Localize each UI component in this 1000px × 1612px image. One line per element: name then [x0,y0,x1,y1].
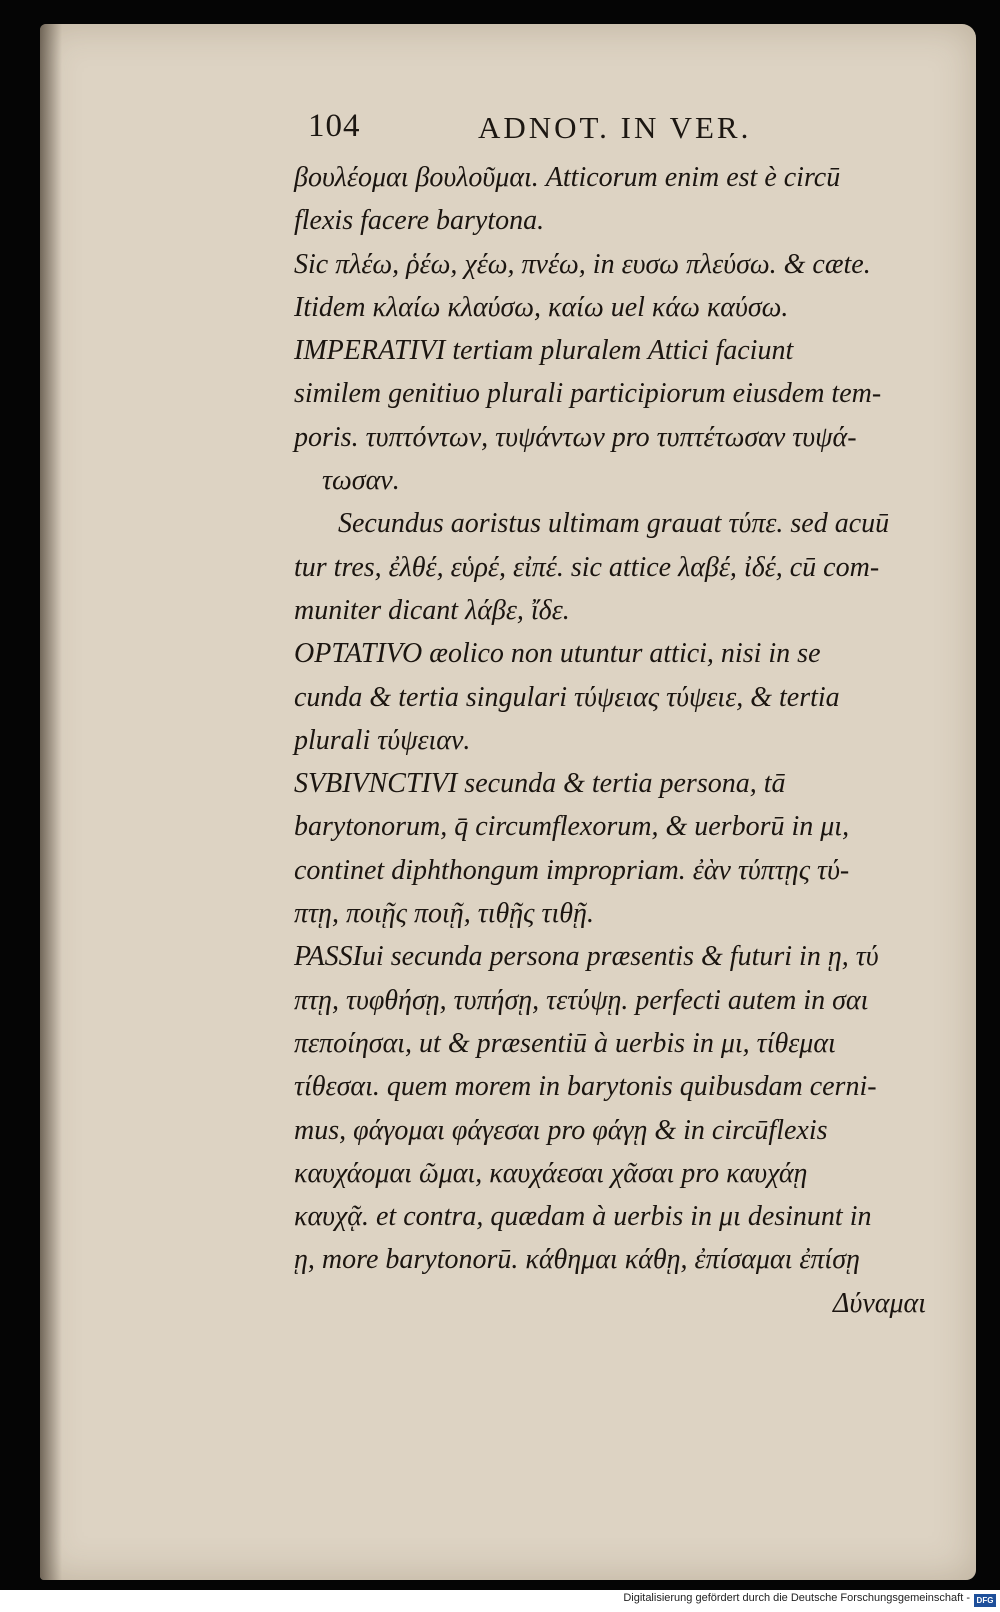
text-line: SVBIVNCTIVI secunda & tertia persona, tā [294,768,786,800]
text-line: πεποίησαι, ut & præsentiū à uerbis in μι, τίθεμαι [294,1027,836,1059]
catchword: Δύναμαι [833,1287,926,1319]
text-line: Itidem κλαίω κλαύσω, καίω uel κάω καύσω. [294,291,789,323]
text-line: poris. τυπτόντων, τυψάντων pro τυπτέτωσαν τυψά- [294,421,857,453]
text-line: καυχᾷ. et contra, quædam à uerbis in μι desinunt in [294,1201,872,1233]
text-line: mus, φάγομαι φάγεσαι pro φάγῃ & in circūflexis [294,1114,828,1146]
running-head: ADNOT. IN VER. [478,110,752,145]
text-line: βουλέομαι βουλοῦμαι. Atticorum enim est è circū [294,162,841,193]
text-line: plurali τύψειαν. [294,724,471,756]
text-line: PASSIui secunda persona præsentis & futuri in ῃ, τύ [294,941,879,973]
text-line: flexis facere barytona. [294,205,545,237]
text-line: πτῃ, ποιῇς ποιῇ, τιθῇς τιθῇ. [294,898,594,930]
body-text [294,156,944,1325]
text-line: ῃ, more barytonorū. κάθημαι κάθῃ, ἐπίσαμαι ἐπίσῃ [294,1244,860,1276]
text-line: cunda & tertia singulari τύψειας τύψειε, & tertia [294,681,840,713]
page-number: 104 [308,108,361,144]
text-line: τωσαν. [322,465,400,497]
text-line: Secundus aoristus ultimam grauat τύπε. sed acuū [338,508,890,540]
text-line: καυχάομαι ῶμαι, καυχάεσαι χᾶσαι pro καυχάῃ [294,1157,808,1189]
text-line: tur tres, ἐλθέ, εὑρέ, εἰπέ. sic attice λαβέ, ἰδέ, cū com- [294,551,880,583]
text-line: τίθεσαι. quem morem in barytonis quibusdam cerni- [294,1071,877,1103]
footer-bar [0,1590,1000,1612]
text-line: barytonorum, q̄ circumflexorum, & uerborū in μι, [294,811,850,843]
text-line: muniter dicant λάβε, ἴδε. [294,594,570,626]
text-line: similem genitiuo plurali participiorum eiusdem tem- [294,378,882,410]
text-line: OPTATIVO æolico non utuntur attici, nisi in se [294,638,821,670]
funding-notice: Digitalisierung gefördert durch die Deutsche Forschungsgemeinschaft - [623,1592,970,1604]
page-header [300,108,860,154]
text-line: continet diphthongum impropriam. ἐὰν τύπτῃς τύ- [294,854,850,886]
page-edge-shadow [40,24,62,1580]
text-line: πτῃ, τυφθήσῃ, τυπήσῃ, τετύψῃ. perfecti autem in σαι [294,984,869,1016]
text-line: IMPERATIVI tertiam pluralem Attici faciunt [294,335,794,367]
text-line: Sic πλέω, ῥέω, χέω, πνέω, in ευσω πλεύσω. & cæte. [294,248,871,280]
dfg-logo-icon: DFG [974,1594,996,1607]
